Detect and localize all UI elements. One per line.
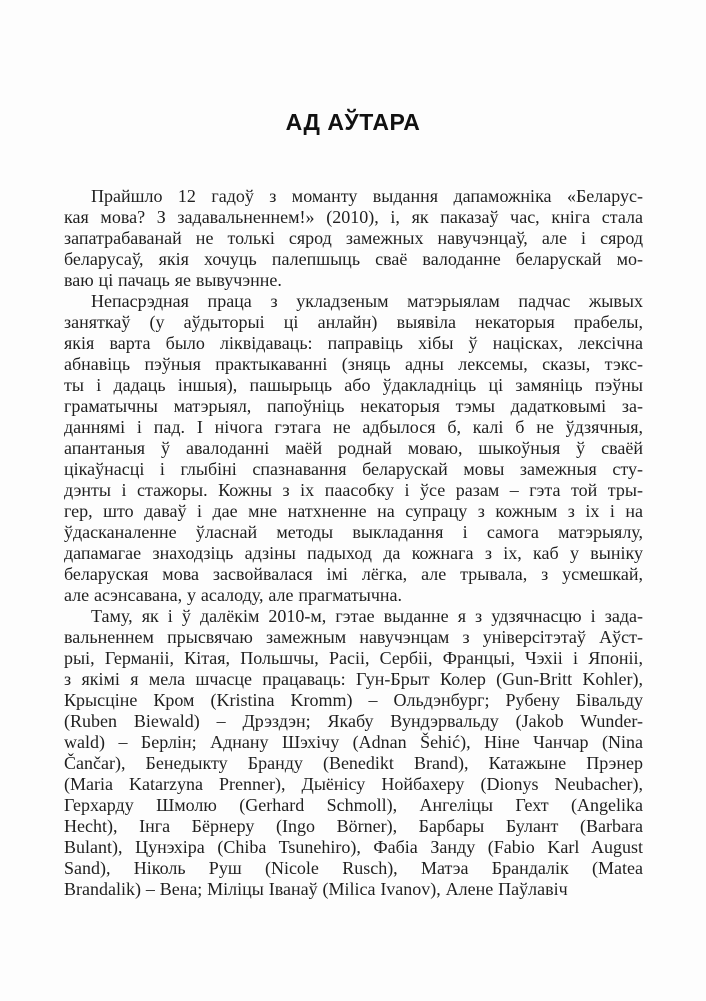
text-line: Таму, як і ў далёкім 2010-м, гэтае выданне я з удзячнасцю і зада- (91, 606, 643, 626)
text-line: ваю ці пачаць яе вывучэнне. (64, 270, 282, 290)
text-line: Непасрэдная праца з укладзеным матэрыялам падчас жывых (91, 291, 643, 311)
text-line: Крысціне Кром (Kristina Kromm) – Ольдэнбург; Рубену Бівальду (64, 690, 643, 710)
paragraph (64, 606, 643, 900)
text-line: Hecht), Інга Бёрнеру (Ingo Börner), Барбары Булант (Barbara (64, 816, 643, 836)
text-line: абнавіць пэўныя практыкаванні (зняць адны лексемы, сказы, тэкс- (64, 354, 643, 374)
paragraph (64, 186, 643, 291)
text-line: апантаныя ў авалоданні маёй роднай моваю, шыкоўныя ў сваёй (64, 438, 643, 458)
text-line: (Maria Katarzyna Prenner), Дыёнісу Нойбахеру (Dionys Neubacher), (64, 774, 643, 794)
paragraph (64, 291, 643, 606)
text-line: Sand), Ніколь Руш (Nicole Rusch), Матэа Брандалік (Matea (64, 858, 643, 878)
text-line: якія варта было ліквідаваць: паправіць хібы ў націсках, лексічна (64, 333, 643, 353)
text-line: беларуская мова засвойвалася імі лёгка, але трывала, з усмешкай, (64, 564, 643, 584)
text-line: дапамагае знаходзіць адзіны падыход да кожнага з іх, каб у выніку (64, 543, 643, 563)
text-line: Герхарду Шмолю (Gerhard Schmoll), Ангеліцы Гехт (Angelika (64, 795, 643, 815)
text-line: (Ruben Biewald) – Дрэздэн; Якабу Вундэрвальду (Jakob Wunder- (64, 711, 643, 731)
page-title: АД АЎТАРА (285, 109, 421, 135)
text-line: Прайшло 12 гадоў з моманту выдання дапаможніка «Беларус- (91, 186, 643, 206)
text-line: вальненнем прысвячаю замежным навучэнцам з універсітэтаў Аўст- (64, 627, 643, 647)
text-line: запатрабаванай не толькі сярод замежных навучэнцаў, але і сярод (64, 228, 643, 248)
text-line: Čančar), Бенедыкту Бранду (Benedikt Brand), Катажыне Прэнер (64, 753, 643, 773)
text-line: рыі, Германіі, Кітая, Польшчы, Расіі, Сербіі, Францыі, Чэхіі і Японіі, (64, 648, 643, 668)
text-line: гер, што даваў і дае мне натхненне на супрацу з кожным з іх і на (64, 501, 643, 521)
text-line: але асэнсавана, у асалоду, але прагматычна. (64, 585, 403, 605)
text-line: беларусаў, якія хочуць палепшыць сваё валоданне беларускай мо- (64, 249, 643, 269)
text-line: з якімі я мела шчасце працаваць: Гун-Брыт Колер (Gun-Britt Kohler), (64, 669, 643, 689)
text-line: граматычны матэрыял, папоўніць некаторыя тэмы дадатковымі за- (64, 396, 643, 416)
text-line: wald) – Берлін; Аднану Шэхічу (Adnan Šehić), Ніне Чанчар (Nina (64, 732, 643, 752)
text-line: кая мова? З задавальненнем!» (2010), і, як паказаў час, кніга стала (64, 207, 643, 227)
text-line: ўдасканаленне ўласнай методы выкладання і самога матэрыялу, (64, 522, 643, 542)
text-line: заняткаў (у аўдыторыі ці анлайн) выявіла некаторыя прабелы, (64, 312, 643, 332)
page-body (64, 186, 643, 900)
text-line: ты і дадаць іншыя), пашырыць або ўдакладніць ці замяніць пэўны (64, 375, 643, 395)
text-line: Brandalik) – Вена; Міліцы Іванаў (Milica Ivanov), Алене Паўлавіч (64, 879, 568, 899)
text-line: Bulant), Цунэхіра (Chiba Tsunehiro), Фабіа Занду (Fabio Karl August (64, 837, 643, 857)
text-line: цікаўнасці і глыбіні спазнавання беларускай мовы замежныя сту- (64, 459, 643, 479)
text-line: даннямі і пад. І нічога гэтага не адбылося б, калі б не ўдзячныя, (64, 417, 643, 437)
text-line: дэнты і стажоры. Кожны з іх паасобку і ўсе разам – гэта той тры- (64, 480, 643, 500)
